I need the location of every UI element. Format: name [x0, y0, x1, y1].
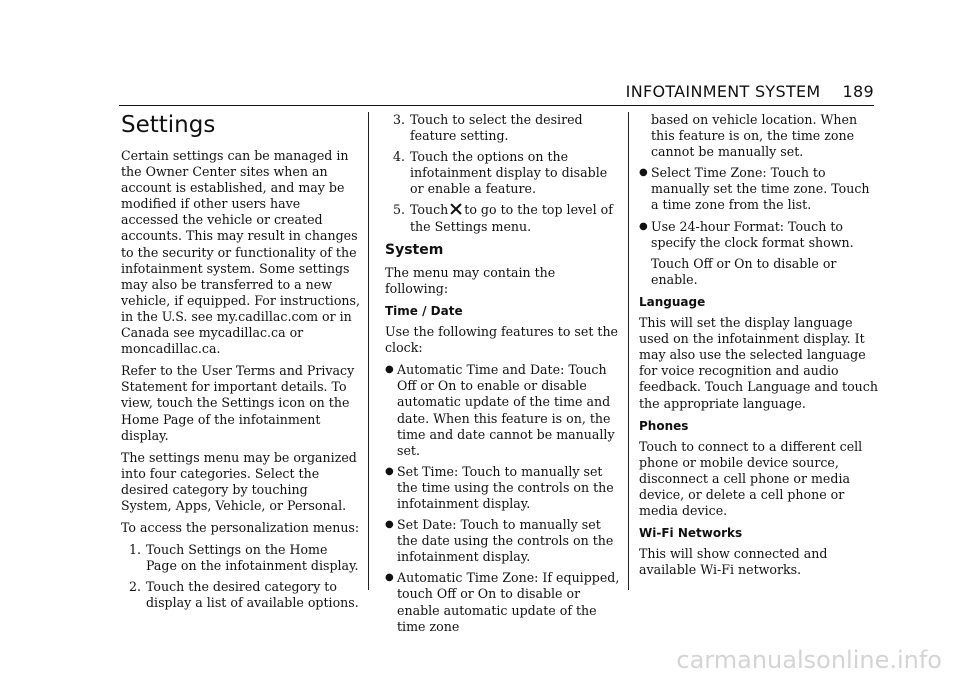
- step-number: 3.: [392, 112, 405, 127]
- numbered-step: [121, 542, 361, 574]
- subheading-phones: Phones: [639, 418, 689, 433]
- section-title: INFOTAINMENT SYSTEM: [625, 82, 821, 101]
- paragraph: This will set the display language used on the infotainment display. It may also use the selected language for voice recognition and audio feedback. Touch Language and touch the appropriate language.: [639, 315, 878, 411]
- bullet-text: Automatic Time and Date: Touch Off or On to enable or disable automatic update of the time and date. When this feature is on, the time and date cannot be manually set.: [397, 362, 615, 458]
- paragraph: The menu may contain the following:: [385, 264, 556, 296]
- bullet-item: [385, 362, 620, 459]
- step-text: Touch the options on the infotainment display to disable or enable a feature.: [410, 149, 608, 197]
- bullet-icon: ●: [385, 572, 394, 584]
- section-heading-system: System: [385, 241, 444, 258]
- bullet-item: [385, 570, 620, 634]
- bullet-text: Set Time: Touch to manually set the time using the controls on the infotainment display.: [397, 463, 614, 511]
- bullet-item: [639, 219, 879, 251]
- bullet-text: Automatic Time Zone: If equipped, touch Off or On to disable or enable automatic update of the time zone: [397, 570, 620, 634]
- header-rule: [119, 105, 874, 106]
- bullet-item: [385, 464, 620, 512]
- step-text: [410, 202, 620, 234]
- column-divider: [368, 112, 369, 590]
- bullet-icon: ●: [385, 519, 394, 531]
- page-header: [626, 82, 874, 101]
- subheading-time-date: Time / Date: [385, 303, 463, 318]
- paragraph: Use the following features to set the clock:: [385, 324, 619, 356]
- step-number: 2.: [128, 579, 141, 595]
- bullet-continuation: based on vehicle location. When this feature is on, the time zone cannot be manually set.: [651, 112, 858, 160]
- bullet-note: Touch Off or On to disable or enable.: [651, 255, 837, 287]
- step-text: Touch the desired category to display a list of available options.: [146, 579, 359, 611]
- step-number: 4.: [392, 149, 405, 165]
- bullet-icon: ●: [639, 167, 648, 179]
- step-text: Touch to select the desired feature setting.: [410, 112, 583, 144]
- step-text-pre: Touch: [410, 202, 449, 218]
- step-text-post: to go to the top level of the Settings menu.: [410, 202, 613, 234]
- page-title: Settings: [121, 112, 216, 138]
- bullet-icon: ●: [385, 465, 394, 477]
- paragraph: Certain settings can be managed in the Owner Center sites when an account is established, and may be modified if other users have accessed the vehicle or created accounts. This may result in changes to the security or functionality of the infotainment system. Some settings may also be transferred to a new vehicle, if equipped. For instructions, in the U.S. see my.cadillac.com or in Canada see mycadillac.ca or moncadillac.ca.: [121, 148, 360, 357]
- bullet-icon: ●: [639, 220, 648, 232]
- step-number: 5.: [392, 202, 405, 218]
- close-x-icon: [450, 203, 462, 215]
- bullet-icon: ●: [385, 364, 394, 376]
- bullet-text: Select Time Zone: Touch to manually set the time zone. Touch a time zone from the list.: [651, 165, 870, 213]
- step-text: Touch Settings on the Home Page on the infotainment display.: [146, 542, 359, 574]
- step-number: 1.: [128, 542, 141, 558]
- page-number: 189: [842, 82, 874, 101]
- bullet-item: [385, 517, 620, 565]
- column-divider: [628, 112, 629, 590]
- subheading-wifi-networks: Wi-Fi Networks: [639, 526, 743, 541]
- paragraph: Refer to the User Terms and Privacy Statement for important details. To view, touch the Settings icon on the Home Page of the infotainment display.: [121, 363, 355, 443]
- subheading-language: Language: [639, 294, 706, 309]
- paragraph: The settings menu may be organized into four categories. Select the desired category by touching System, Apps, Vehicle, or Personal.: [121, 449, 357, 513]
- bullet-text: Set Date: Touch to manually set the date using the controls on the infotainment display.: [397, 517, 614, 565]
- numbered-step: [385, 112, 620, 144]
- bullet-item: [639, 165, 879, 213]
- column-3: [639, 112, 879, 584]
- column-1: [121, 112, 361, 617]
- numbered-step: [385, 149, 620, 197]
- watermark: carmanualsonline.info: [676, 646, 942, 674]
- paragraph: To access the personalization menus:: [121, 520, 360, 536]
- numbered-step: [121, 579, 361, 611]
- paragraph: This will show connected and available Wi-Fi networks.: [639, 546, 828, 578]
- bullet-text: Use 24-hour Format: Touch to specify the clock format shown.: [651, 218, 854, 250]
- numbered-step: [385, 202, 620, 234]
- column-2: [385, 112, 620, 640]
- paragraph: Touch to connect to a different cell phone or mobile device source, disconnect a cell phone or media device, or delete a cell phone or media device.: [639, 438, 863, 519]
